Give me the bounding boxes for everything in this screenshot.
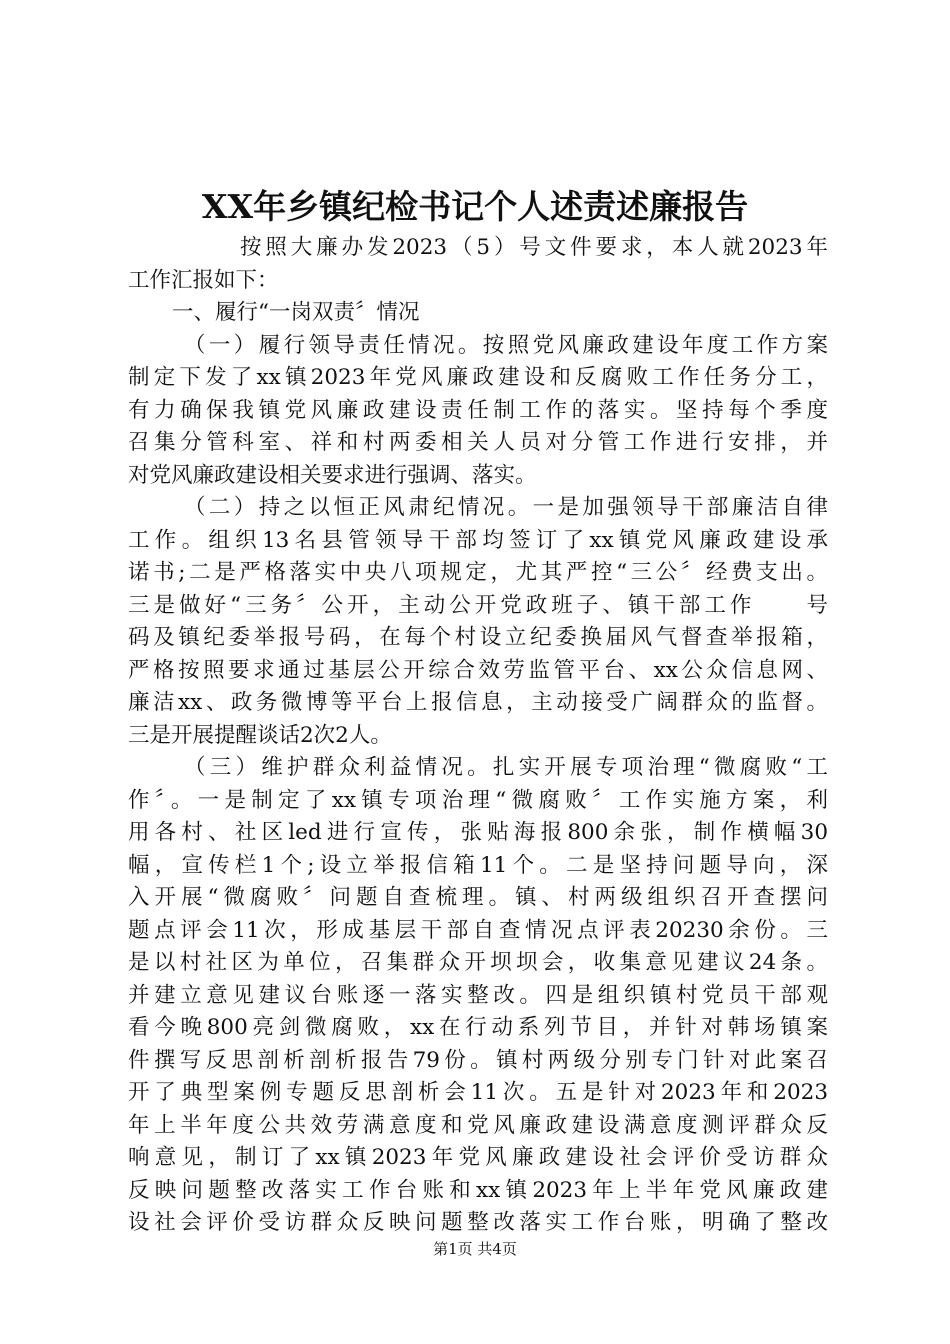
text-line: 对党风廉政建设相关要求进行强调、落实。 bbox=[128, 462, 537, 488]
text-line: 并建立意见建议台账逐一落实整改。四是组织镇村党员干部观 bbox=[128, 982, 828, 1008]
text-line: 三是做好“三务〞公开，主动公开党政班子、镇干部工作 号 bbox=[128, 592, 828, 618]
text-line: 三是开展提醒谈话2次2人。 bbox=[128, 722, 392, 748]
text-line: 题点评会11次，形成基层干部自查情况点评表20230余份。三 bbox=[128, 917, 828, 943]
text-line: 按照大廉办发2023（5）号文件要求，本人就2023年 bbox=[240, 235, 828, 260]
text-line: 码及镇纪委举报号码，在每个村设立纪委换届风气督查举报箱， bbox=[128, 625, 828, 650]
text-line: 用各村、社区led进行宣传，张贴海报800余张，制作横幅30 bbox=[128, 820, 828, 845]
text-line: 工作。组织13名县管领导干部均签订了xx镇党风廉政建设承 bbox=[128, 527, 828, 553]
text-line: 严格按照要求通过基层公开综合效劳监管平台、xx公众信息网、 bbox=[128, 657, 828, 683]
text-line: 工作汇报如下： bbox=[128, 267, 279, 293]
text-line: （三）维护群众利益情况。扎实开展专项治理“微腐败“工 bbox=[184, 755, 828, 780]
document-body bbox=[128, 232, 828, 1240]
page-title: XX年乡镇纪检书记个人述责述廉报告 bbox=[201, 187, 749, 226]
text-line: 年上半年度公共效劳满意度和党风廉政建设满意度测评群众反 bbox=[128, 1112, 828, 1138]
text-line: 廉洁xx、政务微博等平台上报信息，主动接受广阔群众的监督。 bbox=[128, 690, 828, 715]
text-line: （二）持之以恒正风肃纪情况。一是加强领导干部廉洁自律 bbox=[184, 495, 828, 520]
text-line: 设社会评价受访群众反映问题整改落实工作台账，明确了整改 bbox=[128, 1210, 828, 1235]
text-line: （一）履行领导责任情况。按照党风廉政建设年度工作方案 bbox=[184, 332, 828, 358]
text-line: 看今晚800亮剑微腐败，xx在行动系列节目，并针对韩场镇案 bbox=[128, 1015, 828, 1040]
section-heading: 一、履行“一岗双责〞情况 bbox=[172, 300, 420, 325]
text-line: 开了典型案例专题反思剖析会11次。五是针对2023年和2023 bbox=[128, 1080, 828, 1105]
text-line: 件撰写反思剖析剖析报告79份。镇村两级分别专门针对此案召 bbox=[128, 1047, 828, 1073]
text-line: 召集分管科室、祥和村两委相关人员对分管工作进行安排，并 bbox=[128, 430, 828, 455]
text-line: 是以村社区为单位，召集群众开坝坝会，收集意见建议24条。 bbox=[128, 950, 828, 975]
page-number: 第1页 共4页 bbox=[433, 1240, 517, 1258]
text-line: 作〞。一是制定了xx镇专项治理“微腐败〞工作实施方案，利 bbox=[128, 787, 828, 813]
text-line: 响意见，制订了xx镇2023年党风廉政建设社会评价受访群众 bbox=[128, 1145, 828, 1170]
text-line: 幅，宣传栏1个;设立举报信箱11个。二是坚持问题导向，深 bbox=[128, 852, 828, 878]
text-line: 反映问题整改落实工作台账和xx镇2023年上半年党风廉政建 bbox=[128, 1177, 828, 1203]
text-line: 诺书;二是严格落实中央八项规定，尤其严控“三公〞经费支出。 bbox=[128, 560, 828, 585]
text-line: 有力确保我镇党风廉政建设责任制工作的落实。坚持每个季度 bbox=[128, 397, 828, 423]
text-line: 入开展“微腐败〞问题自查梳理。镇、村两级组织召开查摆问 bbox=[128, 885, 828, 910]
text-line: 制定下发了xx镇2023年党风廉政建设和反腐败工作任务分工， bbox=[128, 365, 828, 390]
